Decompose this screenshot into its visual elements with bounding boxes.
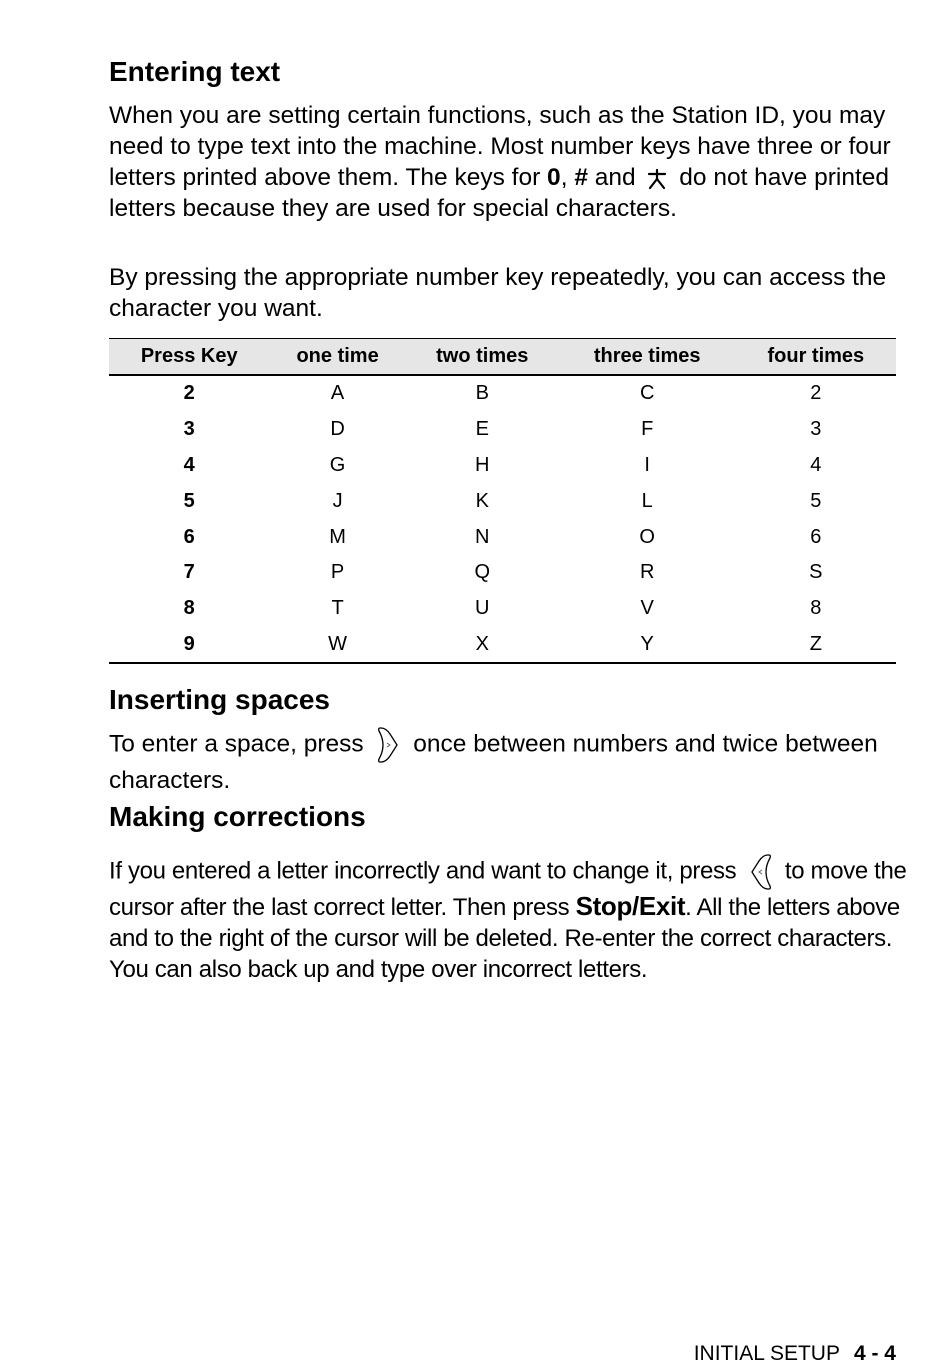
- table-cell: J: [332, 489, 343, 512]
- table-row: [109, 519, 896, 555]
- table-cell-key: 2: [183, 382, 195, 405]
- footer-section-title: INITIAL SETUP: [693, 1342, 840, 1365]
- table-cell: T: [331, 597, 344, 620]
- table-header-row: [109, 339, 896, 376]
- page-footer: [694, 1341, 896, 1367]
- corrections-text-c: . All the letters above and to the right of the cursor will be deleted. Re-enter the correct characters. You can also back up and type over incorrect letters.: [109, 894, 900, 983]
- table-row: [109, 412, 896, 448]
- table-cell: O: [639, 525, 655, 548]
- table-cell: C: [639, 382, 655, 405]
- table-cell-key: 7: [183, 561, 195, 584]
- table-row: [109, 375, 896, 412]
- header-one-time: one time: [269, 339, 405, 376]
- table-cell: 8: [810, 597, 822, 620]
- table-cell: 6: [810, 525, 822, 548]
- table-cell: 5: [810, 489, 822, 512]
- table-cell: L: [641, 489, 653, 512]
- key-hash-label: #: [574, 164, 588, 191]
- table-cell: V: [640, 597, 654, 620]
- table-cell: K: [475, 489, 489, 512]
- table-cell: R: [639, 561, 655, 584]
- entering-text-heading: Entering text: [109, 56, 281, 87]
- entering-text-paragraph-1: [109, 100, 909, 224]
- table-cell: E: [475, 418, 489, 441]
- table-cell: M: [329, 525, 346, 548]
- table-cell-key: 6: [183, 525, 195, 548]
- star-key-icon: [646, 168, 668, 190]
- key-character-table: [109, 338, 896, 664]
- table-cell: Q: [474, 561, 491, 584]
- making-corrections-heading: Making corrections: [109, 801, 366, 832]
- header-four-times: four times: [736, 339, 896, 376]
- para1-and: and: [587, 164, 643, 191]
- table-cell: S: [809, 561, 823, 584]
- table-cell-key: 3: [183, 418, 195, 441]
- table-row: [109, 448, 896, 484]
- table-cell-key: 9: [109, 627, 269, 664]
- key-zero-label: 0: [547, 164, 561, 191]
- table-cell: 4: [810, 453, 822, 476]
- para1-comma: ,: [560, 164, 575, 191]
- table-cell: W: [269, 627, 405, 664]
- page-number: 4 - 4: [853, 1342, 896, 1365]
- header-two-times: two times: [406, 339, 559, 376]
- table-cell: U: [475, 597, 490, 620]
- table-cell: N: [475, 525, 490, 548]
- table-cell: 2: [810, 382, 822, 405]
- table-cell: F: [641, 418, 654, 441]
- table-row: [109, 591, 896, 627]
- table-cell: I: [644, 453, 650, 476]
- para1-text-a: When you are setting certain functions, such as the Station ID, you may need to type text into the machine. Most number keys have three or four letters printed above them. The keys for: [109, 102, 891, 191]
- spaces-text-b: once between numbers and twice between characters.: [109, 730, 878, 794]
- left-arrow-key-icon: [749, 853, 773, 891]
- table-cell: P: [330, 561, 345, 584]
- stop-exit-key-label: Stop/Exit: [575, 891, 686, 921]
- table-row: [109, 555, 896, 591]
- table-cell-key: 4: [183, 453, 195, 476]
- right-arrow-key-icon: [376, 726, 400, 764]
- table-cell: Y: [559, 627, 736, 664]
- inserting-spaces-heading: Inserting spaces: [109, 684, 330, 715]
- making-corrections-paragraph: [109, 853, 909, 985]
- header-press-key: Press Key: [109, 339, 269, 376]
- table-cell: X: [406, 627, 559, 664]
- table-row: [109, 483, 896, 519]
- table-cell: G: [329, 453, 346, 476]
- entering-text-paragraph-2: By pressing the appropriate number key repeatedly, you can access the character you want.: [109, 264, 887, 322]
- table-cell-key: 8: [183, 597, 195, 620]
- table-cell: B: [475, 382, 489, 405]
- corrections-text-b: to move the cursor after the last correct letter. Then press: [109, 857, 907, 921]
- table-row: [109, 627, 896, 664]
- table-cell: H: [475, 453, 490, 476]
- spaces-text-a: To enter a space, press: [109, 730, 371, 758]
- header-three-times: three times: [559, 339, 736, 376]
- table-cell: 3: [810, 418, 822, 441]
- table-cell-key: 5: [183, 489, 195, 512]
- table-cell: A: [330, 382, 345, 405]
- table-cell: D: [330, 418, 345, 441]
- table-cell: Z: [736, 627, 896, 664]
- inserting-spaces-paragraph: [109, 726, 909, 797]
- corrections-text-a: If you entered a letter incorrectly and want to change it, press: [109, 857, 743, 885]
- para1-text-b: do not have printed letters because they are used for special characters.: [109, 164, 890, 222]
